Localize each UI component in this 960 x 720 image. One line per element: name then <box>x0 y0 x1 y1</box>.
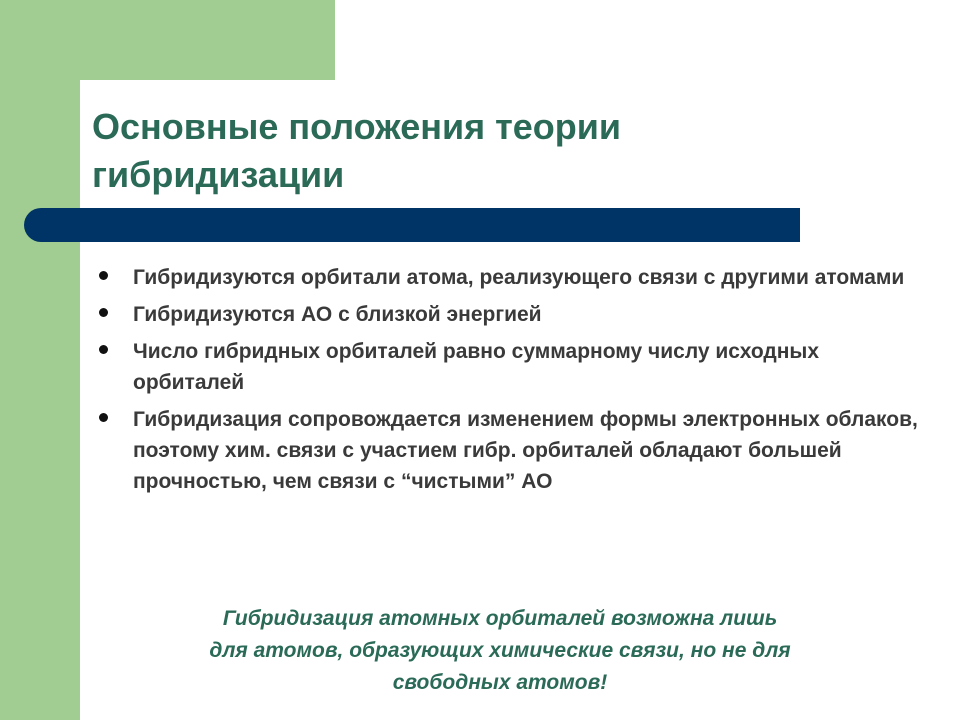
bullet-dot-icon <box>99 271 108 280</box>
bullet-list <box>96 262 936 503</box>
slide-title-line1: Основные положения теории <box>92 106 621 147</box>
bullet-text-1: Гибридизуются орбитали атома, реализующего связи с другими атомами <box>133 266 905 289</box>
note-line3: свободных атомов! <box>392 671 608 694</box>
bullet-dot-icon <box>99 308 108 317</box>
bullet-item-1 <box>96 262 936 293</box>
bullet-item-3 <box>96 336 936 398</box>
conclusion-note <box>100 603 900 699</box>
note-line1: Гибридизация атомных орбиталей возможна лишь <box>222 607 778 630</box>
slide-title-line2: гибридизации <box>92 154 345 195</box>
bullet-text-3: Число гибридных орбиталей равно суммарному числу исходных орбиталей <box>133 340 820 394</box>
bullet-item-2 <box>96 299 936 330</box>
title-divider-bar <box>24 208 800 242</box>
bullet-text-2: Гибридизуются АО с близкой энергией <box>133 303 542 326</box>
slide-title <box>92 103 792 199</box>
bullet-text-4: Гибридизация сопровождается изменением формы электронных облаков, поэтому хим. связи с участием гибр. орбиталей обладают большей прочностью, чем связи с “чистыми” АО <box>133 408 918 493</box>
decor-green-left <box>0 0 80 720</box>
bullet-dot-icon <box>99 413 108 422</box>
note-line2: для атомов, образующих химические связи, но не для <box>209 639 791 662</box>
bullet-item-4 <box>96 404 936 497</box>
bullet-dot-icon <box>99 345 108 354</box>
decor-green-top <box>0 0 335 80</box>
